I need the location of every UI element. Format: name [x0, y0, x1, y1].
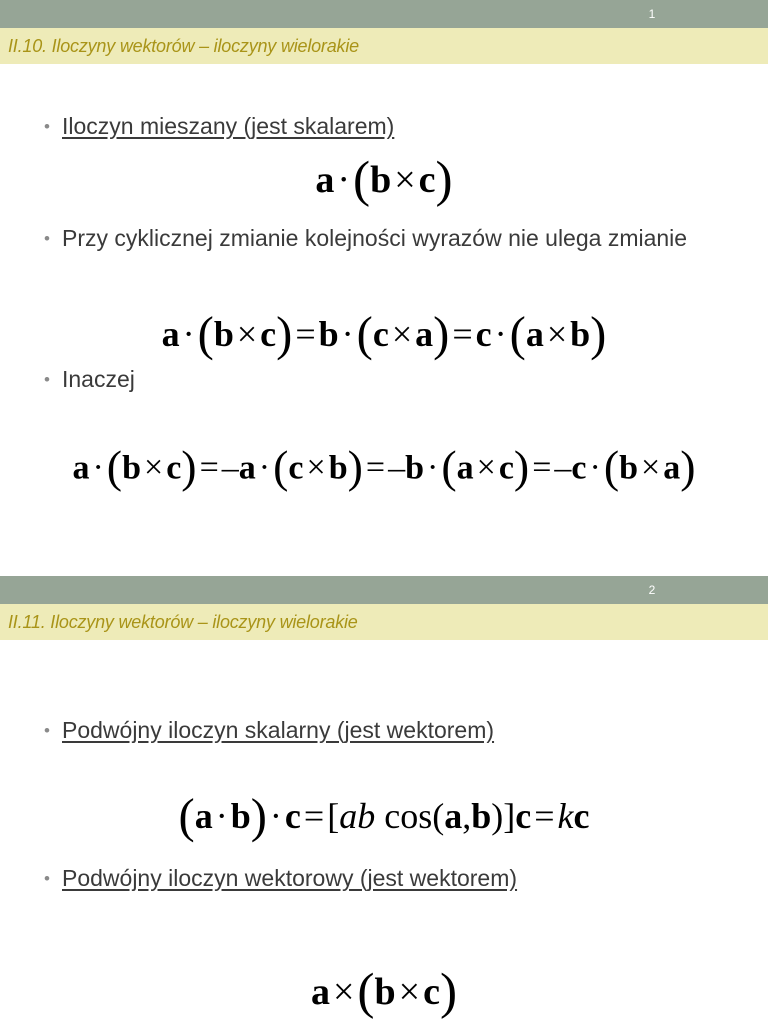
bullet-item — [44, 716, 494, 745]
slide-title-bar — [0, 28, 768, 64]
bullet-icon: • — [44, 721, 50, 740]
bullet-icon: • — [44, 229, 50, 248]
slide-2 — [0, 576, 768, 1024]
bullet-text: Iloczyn mieszany (jest skalarem) — [62, 113, 395, 139]
bullet-text: Przy cyklicznej zmianie kolejności wyrazów nie ulega zmianie — [62, 225, 688, 251]
bullet-item — [44, 864, 517, 893]
bullet-text: Inaczej — [62, 366, 135, 392]
bullet-icon: • — [44, 370, 50, 389]
bullet-text: Podwójny iloczyn skalarny (jest wektorem) — [62, 717, 495, 743]
formula-double-vector: a×(b×c) — [310, 963, 458, 1020]
bullet-icon: • — [44, 869, 50, 888]
slide-number: 2 — [648, 583, 656, 597]
bullet-text: Podwójny iloczyn wektorowy (jest wektorem) — [62, 865, 518, 891]
formula-cyclic: a·(b×c)=b·(c×a)=c·(a×b) — [161, 307, 607, 361]
bullet-item — [44, 112, 394, 141]
bullet-icon: • — [44, 117, 50, 136]
formula-mixed-product: a·(b×c) — [315, 151, 453, 208]
slide-title: II.11. Iloczyny wektorów – iloczyny wielorakie — [8, 612, 358, 632]
formula-anticyclic: a·(b×c)=–a·(c×b)=–b·(a×c)=–c·(b×a) — [72, 441, 696, 492]
bullet-item — [44, 224, 704, 253]
slide-title-bar — [0, 604, 768, 640]
bullet-item — [44, 365, 135, 394]
formula-double-scalar: (a·b)·c=[ab cos(a,b)]c=kc — [178, 789, 590, 843]
slide-title: II.10. Iloczyny wektorów – iloczyny wielorakie — [8, 36, 359, 56]
slide-number: 1 — [648, 7, 656, 21]
